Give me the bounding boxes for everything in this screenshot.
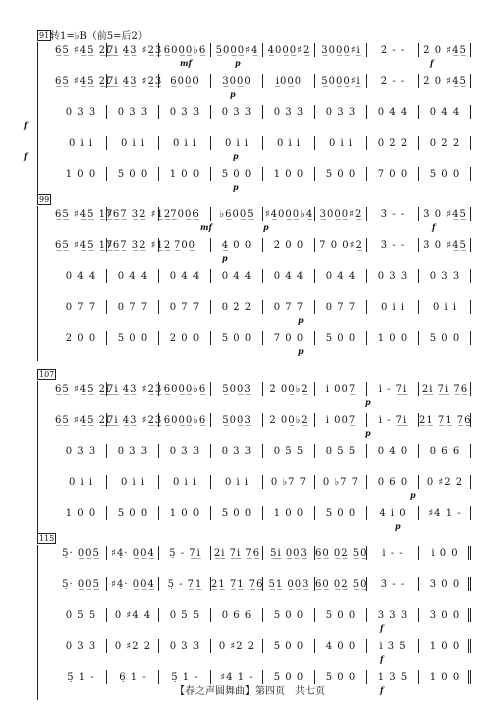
measure: 2̲1̲ 7̲1̲ 7̲6̲	[419, 412, 471, 428]
measure: 0 i i	[55, 474, 107, 490]
measure: 0 7 7	[55, 299, 107, 315]
measure: 5 0 0	[419, 166, 471, 182]
measure: 5 0 0	[263, 607, 315, 623]
staff-row	[45, 237, 467, 255]
measure: 6̲00̲0̲♭6̲	[159, 42, 211, 58]
measure: 0 2̇ 2̇	[419, 135, 471, 151]
measure: i - 7̲i̲	[367, 412, 419, 428]
measure: 2̇ 00̲♭2̲	[263, 381, 315, 397]
measure: 2 0 0	[55, 330, 107, 346]
measure: 0 5 5	[159, 607, 211, 623]
measure: 0 4 4	[211, 268, 263, 284]
measure: 5 0 0	[107, 330, 159, 346]
measure: ♯4̲00̲0̲♭4̲	[263, 206, 315, 222]
score-system	[37, 206, 467, 361]
measure: 3 3 3	[367, 607, 419, 623]
measure: 0 4 4	[315, 268, 367, 284]
dynamic-marking: p	[365, 428, 371, 438]
measure-number: 91	[39, 31, 50, 40]
staff-row	[45, 443, 463, 461]
measure: 0 i i	[55, 135, 107, 151]
measure: 5 0 0	[107, 166, 159, 182]
measure: 6̲0̲ 0̲2̲ 5̲0̲	[315, 576, 367, 592]
staff-row	[45, 576, 463, 594]
measure: 5̲00̲3̲	[211, 412, 263, 428]
score-system	[37, 545, 463, 700]
measure: 6̲5̲ ♯4̲5̲ 2̲i̲	[55, 73, 107, 89]
dynamic-marking: p	[365, 397, 371, 407]
dynamic-marking: f	[380, 685, 384, 695]
system-brace	[37, 545, 41, 700]
measure: 2̲i̲ 7̲i̲ 7̲6̲	[211, 545, 263, 561]
staff-row	[45, 330, 463, 348]
measure: i 007̲	[315, 381, 367, 397]
system-brace	[37, 42, 41, 197]
measure: ♯6̲7̲ 3̲2̲ ♯1̲2̲	[107, 206, 159, 222]
dynamic-marking: f	[24, 120, 28, 130]
measure-number: 107	[39, 370, 55, 379]
measure: 2̇ 00̲♭2̲	[263, 412, 315, 428]
staff-row	[45, 381, 469, 399]
dynamic-marking: f	[380, 623, 384, 633]
dynamic-marking: mf	[200, 222, 212, 232]
measure: 0 3 3	[107, 443, 159, 459]
measure: 5̣ - 7̲1̲	[159, 576, 211, 592]
dynamic-marking: f	[24, 151, 28, 161]
measure: 7̲00̲	[159, 237, 211, 253]
measure: 5̣· 0̲0̲5̲	[55, 545, 107, 561]
measure: i 007̲	[315, 412, 367, 428]
measure: 3̲00̲0	[211, 73, 263, 89]
measure: 0 i i	[315, 135, 367, 151]
measure: i - 7̲i̲	[367, 381, 419, 397]
system-brace	[37, 381, 41, 536]
measure: 0 ♯2 2	[211, 638, 263, 654]
dynamic-marking: p	[235, 58, 241, 68]
measure: 5̲00̲3̲	[211, 381, 263, 397]
measure: 0 i i	[107, 474, 159, 490]
measure: 6̣ 1 -	[107, 669, 159, 685]
measure: 1 0 0	[159, 166, 211, 182]
measure: ♯4̣· 0̲0̲4̲	[107, 545, 159, 561]
measure: 0 4 4	[367, 104, 419, 120]
measure: 6̲0̲ 0̲2̲ 5̲0̲	[315, 545, 367, 561]
measure: 0 4 4	[263, 268, 315, 284]
measure: 3̇ 0 ♯4̲5̲	[419, 237, 471, 253]
measure: 5 0 0	[211, 330, 263, 346]
measure: 0 ♭7 7	[263, 474, 315, 490]
measure: 3̇ - -	[367, 576, 419, 592]
measure: 0 3 3	[55, 638, 107, 654]
measure: 1 0 0	[419, 669, 471, 685]
measure: 0 i i	[211, 135, 263, 151]
measure: 0 3 3	[315, 104, 367, 120]
measure: 0 3 3	[107, 104, 159, 120]
system-brace	[37, 206, 41, 361]
measure: 5 0 0	[315, 669, 367, 685]
dynamic-marking: p	[230, 89, 236, 99]
measure: 3̲00̲0̲♯i̲	[315, 42, 367, 58]
measure: 0 i i	[159, 135, 211, 151]
measure: 4 0 0	[315, 638, 367, 654]
measure: 2̲i̲ 7̲i̲ 7̲6̲	[419, 381, 471, 397]
measure: 1 0 0	[367, 330, 419, 346]
measure: ♯4̣· 0̲0̲4̲	[107, 576, 159, 592]
measure: 3̇ - -	[367, 206, 419, 222]
dynamic-marking: p	[298, 346, 304, 356]
measure: 5 0 0	[107, 505, 159, 521]
measure: 4̲ 0 0	[211, 237, 263, 253]
staff-row	[45, 73, 467, 91]
dynamic-marking: p	[395, 521, 401, 531]
measure: 0 7 7	[107, 299, 159, 315]
measure: 0 5 5	[315, 443, 367, 459]
staff-row	[45, 206, 467, 224]
measure: 7̲i̲ 4̲3̲ ♯2̲3̲	[107, 42, 159, 58]
measure: 0 5 5	[55, 607, 107, 623]
measure: 5̲00̲0̲♯4̲	[211, 42, 263, 58]
dynamic-marking: f	[432, 222, 436, 232]
measure: 1 0 0	[55, 166, 107, 182]
measure: 0 i i	[263, 135, 315, 151]
measure: 5̣· 0̲0̲5̲	[55, 576, 107, 592]
measure: ♯4 1 -	[211, 669, 263, 685]
measure: 1 0 0	[263, 505, 315, 521]
measure: ♯4 1 -	[419, 505, 471, 521]
measure: 0 3 3	[159, 638, 211, 654]
measure: 5 0 0	[315, 166, 367, 182]
staff-row	[45, 412, 472, 430]
measure-number: 99	[39, 195, 50, 204]
measure: 3̲00̲0̲♯2̲	[315, 206, 367, 222]
measure: 6̲5̲ ♯4̲5̲ 1̲7̲	[55, 237, 107, 253]
measure: 7̲i̲ 4̲3̲ ♯2̲3̲	[107, 73, 159, 89]
measure: 6̲5̲ ♯4̲5̲ 1̲7̲	[55, 206, 107, 222]
dynamic-marking: p	[263, 222, 269, 232]
measure: 5 0 0	[263, 669, 315, 685]
measure: 0 3 3	[367, 268, 419, 284]
measure: ♯6̲7̲ 3̲2̲ ♯1̲2̲	[107, 237, 159, 253]
measure: 0 5 5	[263, 443, 315, 459]
measure: 7 0 0	[367, 166, 419, 182]
measure-number: 115	[39, 534, 55, 543]
measure: 2̇ 0 ♯4̲5̲	[419, 73, 471, 89]
measure: ♭6̲00̲5̲	[211, 206, 263, 222]
measure: 0 i i	[367, 299, 419, 315]
staff-row	[45, 166, 463, 184]
dynamic-marking: p	[233, 151, 239, 161]
measure: 1 0 0	[159, 505, 211, 521]
staff-row	[45, 545, 463, 563]
measure: 5 0 0	[315, 330, 367, 346]
dynamic-marking: p	[233, 182, 239, 192]
staff-row	[45, 135, 463, 153]
measure: 5 0 0	[263, 638, 315, 654]
measure: 2̲1̲ 7̲1̲ 7̲6̲	[211, 576, 263, 592]
measure: 4 i 0	[367, 505, 419, 521]
key-change-marking: 转1=♭B（前5=后2）	[50, 31, 148, 42]
measure: 0 4 4	[107, 268, 159, 284]
measure: 5 0 0	[315, 505, 367, 521]
measure: 0 2̇ 2̇	[211, 299, 263, 315]
dynamic-marking: f	[430, 58, 434, 68]
measure: 7̲i̲ 4̲3̲ ♯2̲3̲	[107, 412, 159, 428]
staff-row	[45, 299, 463, 317]
measure: 6̲00̲0̲♭6̲	[159, 412, 211, 428]
measure: 4̲00̲0̲♯2̲	[263, 42, 315, 58]
measure: 0 3 3	[419, 268, 471, 284]
measure: 0 3 3	[55, 104, 107, 120]
measure: 0 ♭7 7	[315, 474, 367, 490]
measure: 3 0 0	[419, 607, 471, 623]
measure: i - -	[367, 545, 419, 561]
dynamic-marking: mf	[180, 58, 192, 68]
staff-row	[45, 607, 463, 625]
measure: 5̣ 1 -	[159, 669, 211, 685]
measure: 6̲5̲ ♯4̲5̲ 2̲i̲	[55, 412, 107, 428]
measure: 2̇ 0 0	[263, 237, 315, 253]
measure: 5̲i̲ 0̲0̲3̲	[263, 545, 315, 561]
measure: 0 3 3	[263, 104, 315, 120]
measure: 5 0 0	[315, 607, 367, 623]
measure: 7 0 0♯2̲	[315, 237, 367, 253]
measure: i̲00̲0	[263, 73, 315, 89]
measure: 0 6 6	[419, 443, 471, 459]
measure: 0 i i	[107, 135, 159, 151]
measure: 0 7 7	[263, 299, 315, 315]
measure: 5̲00̲0̲♯i̲	[315, 73, 367, 89]
measure: 0 2̇ 2̇	[367, 135, 419, 151]
measure: 7̲i̲ 4̲3̲ ♯2̲3̲	[107, 381, 159, 397]
measure: 0 4 4	[419, 104, 471, 120]
measure: 0 ♯2 2	[419, 474, 471, 490]
measure: 6̲00̲0̲♭6̲	[159, 381, 211, 397]
measure: 0 i i	[419, 299, 471, 315]
measure: 0 6 6	[211, 607, 263, 623]
score-system	[24, 42, 467, 197]
measure: 5̣ 1 -	[55, 669, 107, 685]
measure: 1 0 0	[55, 505, 107, 521]
measure: 0 i i	[211, 474, 263, 490]
page-footer: 【春之声圆舞曲】第四页 共七页	[175, 686, 325, 697]
measure: 2 0 0	[159, 330, 211, 346]
measure: 0 ♯4 4	[107, 607, 159, 623]
measure: 3 0 0	[419, 576, 471, 592]
measure: i 3 5	[367, 638, 419, 654]
measure: 0 3 3	[211, 104, 263, 120]
measure: 0 3 3	[211, 443, 263, 459]
measure: 6̲00̲0	[159, 73, 211, 89]
measure: 0 ♯2 2	[107, 638, 159, 654]
measure: 2̇ - -	[367, 73, 419, 89]
measure: 6̲5̲ ♯4̲5̲ 2̲i̲	[55, 381, 107, 397]
measure: 1 0 0	[263, 166, 315, 182]
measure: 0 4 4	[55, 268, 107, 284]
measure: 7̲00̲6̲	[159, 206, 211, 222]
measure: 5 0 0	[211, 505, 263, 521]
measure: 6̲5̲ ♯4̲5̲ 2̲i̲	[55, 42, 107, 58]
measure: 0 i i	[159, 474, 211, 490]
staff-row	[45, 42, 467, 60]
measure: 7 0 0	[263, 330, 315, 346]
measure: 0 4 0	[367, 443, 419, 459]
measure: 0 3 3	[159, 104, 211, 120]
dynamic-marking: p	[222, 253, 228, 263]
dynamic-marking: f	[380, 654, 384, 664]
staff-row	[45, 268, 463, 286]
measure: 2̇ - -	[367, 42, 419, 58]
measure: 1 0 0	[419, 638, 471, 654]
measure: 5̲1̲ 0̲0̲3̲	[263, 576, 315, 592]
measure: 1 3 5	[367, 669, 419, 685]
measure: 0 6 0	[367, 474, 419, 490]
measure: 3̇ - -	[367, 237, 419, 253]
staff-row	[45, 104, 463, 122]
dynamic-marking: p	[298, 315, 304, 325]
score-system	[37, 381, 472, 536]
dynamic-marking: p	[410, 490, 416, 500]
measure: 3̇ 0 ♯4̲5̲	[419, 206, 471, 222]
staff-row	[45, 638, 463, 656]
measure: 0 4 4	[159, 268, 211, 284]
measure: 5 0 0	[211, 166, 263, 182]
measure: 0 7 7	[159, 299, 211, 315]
measure: 2̇ 0 ♯4̲5̲	[419, 42, 471, 58]
measure: i 0 0	[419, 545, 471, 561]
measure: 0 3 3	[159, 443, 211, 459]
staff-row	[45, 474, 463, 492]
measure: 5̣ - 7̲i̲	[159, 545, 211, 561]
measure: 5 0 0	[419, 330, 471, 346]
measure: 0 3 3	[55, 443, 107, 459]
measure: 0 7 7	[315, 299, 367, 315]
